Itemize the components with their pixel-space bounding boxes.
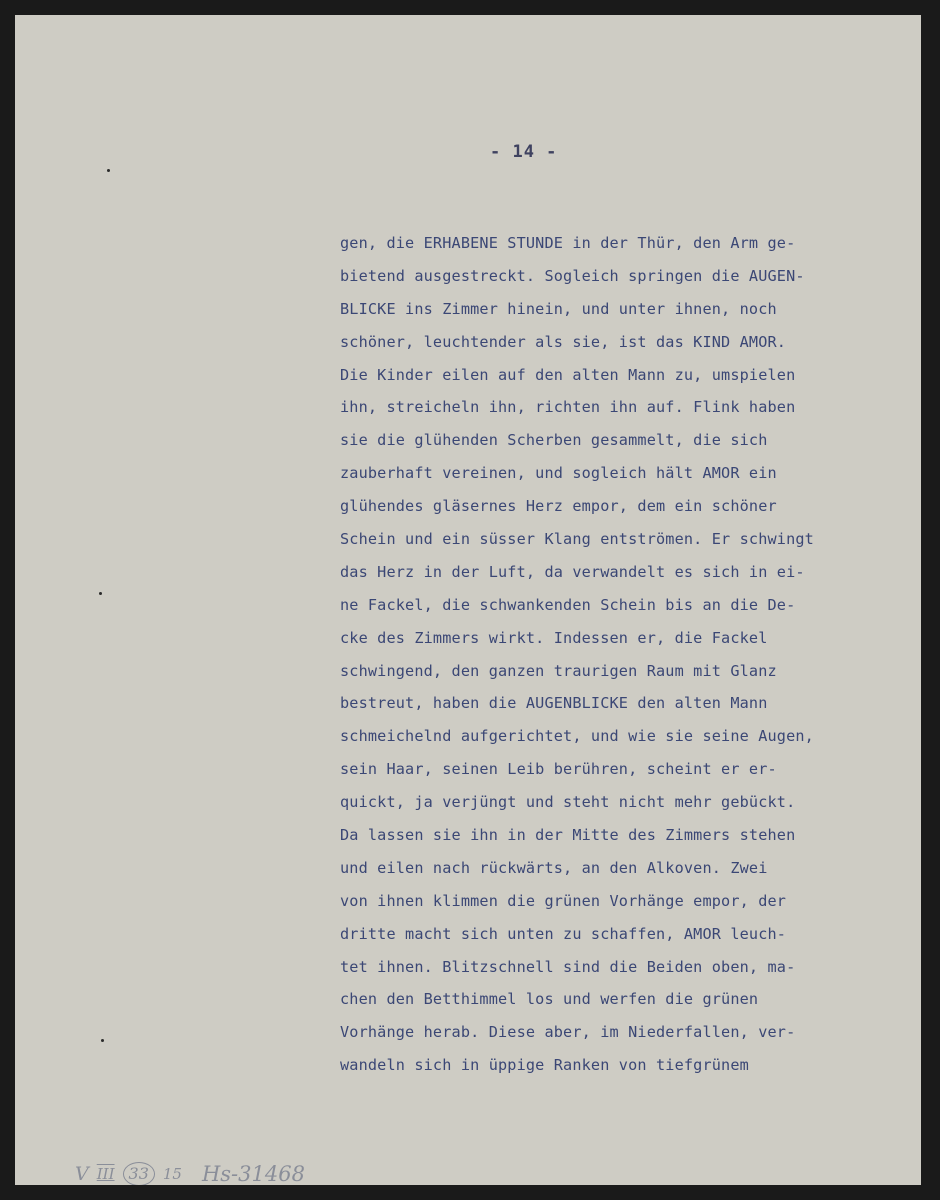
text-line: schöner, leuchtender als sie, ist das KIND AMOR.	[340, 332, 787, 351]
text-line: quickt, ja verjüngt und steht nicht mehr gebückt.	[340, 793, 796, 812]
stray-mark	[99, 592, 102, 595]
text-line: schwingend, den ganzen traurigen Raum mit Glanz	[340, 661, 777, 680]
text-line: Da lassen sie ihn in der Mitte des Zimmers stehen	[340, 826, 796, 845]
stray-mark	[101, 1039, 104, 1042]
text-line: ne Fackel, die schwankenden Schein bis an die De-	[340, 595, 796, 614]
shelf-mark-suffix: 15	[162, 1165, 182, 1183]
text-line: Die Kinder eilen auf den alten Mann zu, umspielen	[340, 365, 796, 384]
shelf-mark-roman: III	[96, 1165, 115, 1183]
document-page	[15, 15, 921, 1185]
text-line: BLICKE ins Zimmer hinein, und unter ihnen, noch	[340, 299, 777, 318]
shelf-mark-prefix: V	[75, 1163, 89, 1185]
text-line: sie die glühenden Scherben gesammelt, die sich	[340, 431, 768, 450]
text-line: bietend ausgestreckt. Sogleich springen die AUGEN-	[340, 266, 805, 285]
text-line: dritte macht sich unten zu schaffen, AMOR leuch-	[340, 924, 787, 943]
text-line: das Herz in der Luft, da verwandelt es sich in ei-	[340, 562, 805, 581]
archive-signature: Hs-31468	[201, 1162, 305, 1185]
text-line: ihn, streicheln ihn, richten ihn auf. Flink haben	[340, 398, 796, 417]
text-line: gen, die ERHABENE STUNDE in der Thür, den Arm ge-	[340, 234, 796, 252]
page-number: - 14 -	[490, 142, 558, 162]
archive-pencil-notes	[75, 1162, 305, 1185]
text-line: von ihnen klimmen die grünen Vorhänge empor, der	[340, 891, 787, 910]
typed-body-text	[340, 227, 885, 1082]
text-line: schmeichelnd aufgerichtet, und wie sie seine Augen,	[340, 727, 814, 746]
text-line: und eilen nach rückwärts, an den Alkoven. Zwei	[340, 858, 768, 877]
text-line: chen den Betthimmel los und werfen die grünen	[340, 990, 759, 1009]
text-line: Vorhänge herab. Diese aber, im Niederfallen, ver-	[340, 1023, 796, 1042]
shelf-mark-circled: 33	[123, 1162, 155, 1185]
text-line: wandeln sich in üppige Ranken von tiefgrünem	[340, 1056, 749, 1075]
text-line: cke des Zimmers wirkt. Indessen er, die Fackel	[340, 628, 768, 647]
text-line: tet ihnen. Blitzschnell sind die Beiden oben, ma-	[340, 957, 796, 976]
text-line: zauberhaft vereinen, und sogleich hält AMOR ein	[340, 464, 777, 483]
text-line: glühendes gläsernes Herz empor, dem ein schöner	[340, 497, 777, 516]
stray-mark	[107, 169, 110, 172]
text-line: bestreut, haben die AUGENBLICKE den alten Mann	[340, 694, 768, 713]
text-line: sein Haar, seinen Leib berühren, scheint er er-	[340, 760, 777, 779]
text-line: Schein und ein süsser Klang entströmen. Er schwingt	[340, 530, 814, 549]
